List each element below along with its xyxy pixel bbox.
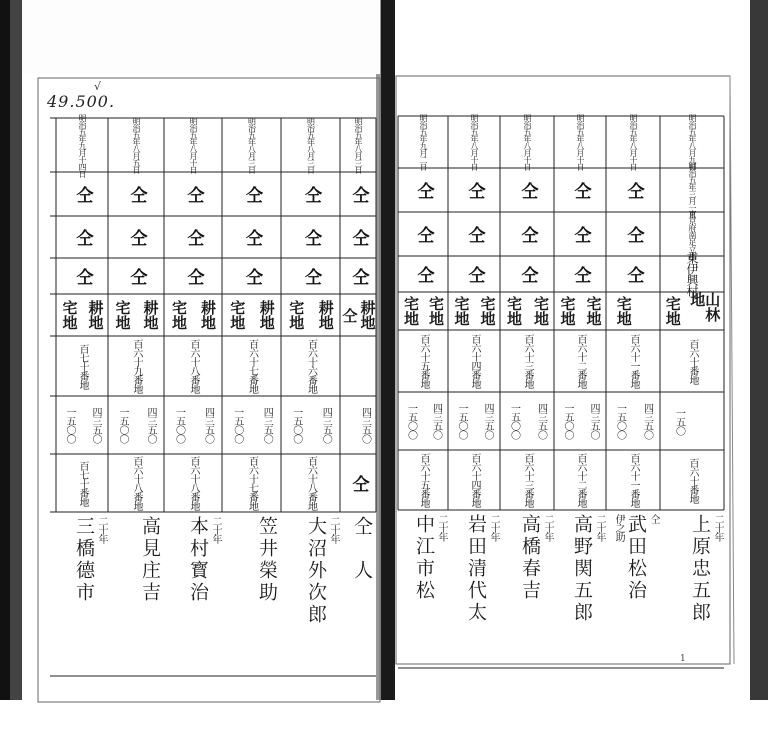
- land-category-pair: [164, 294, 222, 336]
- area-figure: 一五〇〇: [562, 403, 573, 439]
- area-figure: 一五〇〇: [614, 403, 626, 439]
- land-category: 耕地: [199, 300, 217, 330]
- lot-number: 百六十番地: [687, 338, 698, 384]
- ditto-cell: 仝: [517, 225, 538, 243]
- lot-number-2: 仝: [348, 474, 369, 492]
- ditto-cell: 仝: [348, 228, 369, 246]
- land-category: 宅地: [532, 296, 550, 326]
- lot-number-2: 百六十二番地: [575, 453, 586, 507]
- owner-age: 二十年: [96, 516, 107, 543]
- area-figure: 四三五〇: [535, 403, 547, 439]
- ditto-cell: 仝: [517, 181, 538, 199]
- land-category: 仝: [340, 307, 359, 323]
- lot-number-2: 百六十三番地: [522, 453, 533, 507]
- owner-entry: [502, 514, 552, 666]
- owner-entry: [556, 514, 604, 666]
- area-figure: 一五〇〇: [173, 407, 185, 443]
- land-category: 耕地: [358, 300, 377, 330]
- land-category: 耕地: [141, 300, 160, 330]
- owner-note: 伊之助: [613, 514, 625, 541]
- check-mark: √: [94, 80, 102, 93]
- area-figure: 四三五〇: [430, 403, 442, 439]
- land-category: 宅地: [402, 296, 420, 326]
- owner-entry: [166, 516, 220, 674]
- lot-number-2: 百六十八番地: [131, 456, 142, 510]
- owner-name: 武田松治: [625, 514, 647, 602]
- area-figure: 一五〇: [673, 407, 685, 435]
- land-category: 耕地: [86, 300, 105, 330]
- owner-age: 仝: [648, 514, 659, 523]
- ditto-cell: 仝: [72, 185, 93, 203]
- land-category-pair: [448, 292, 500, 330]
- ditto-cell: 仝: [301, 228, 321, 246]
- owner-age: 二十年: [436, 514, 447, 541]
- entry-date: 明治五年八月十日: [470, 114, 479, 170]
- owner-name: 中江市松: [413, 514, 435, 602]
- area-figures: [606, 392, 660, 450]
- land-category: 宅地: [228, 300, 247, 330]
- owner-name: 仝 人: [351, 516, 373, 582]
- owner-name: 三橋德市: [73, 516, 95, 604]
- ditto-cell: 仝: [126, 185, 147, 203]
- ditto-cell: 仝: [464, 181, 485, 199]
- owner-name: 高見庄吉: [139, 516, 161, 604]
- ditto-cell: 仝: [413, 181, 434, 199]
- lot-number-2: 百六十番地: [687, 457, 698, 503]
- archive-reference-number: 49.500.: [47, 92, 116, 111]
- land-category-pair: [340, 294, 376, 336]
- area-figure: 四三五〇: [588, 403, 599, 439]
- entry-date: 明治五年八月三日: [247, 117, 257, 173]
- lot-number: 百六十七番地: [246, 339, 258, 393]
- land-category: 宅地: [287, 300, 306, 330]
- area-figure: 四三五〇: [145, 407, 156, 443]
- ditto-cell: 仝: [570, 181, 591, 199]
- owner-name: 上原忠五郎: [689, 514, 711, 624]
- area-figures: [56, 396, 108, 454]
- lot-number: 百六十二番地: [575, 334, 586, 388]
- area-figures: [281, 396, 340, 454]
- area-figure: 一五〇〇: [117, 407, 128, 443]
- owner-name: 本村寳治: [187, 516, 209, 604]
- land-category: 宅地: [427, 296, 445, 326]
- land-category: 山林地: [688, 292, 722, 322]
- ditto-cell: 仝: [126, 267, 147, 285]
- lot-number-2: 百六十七番地: [246, 456, 258, 510]
- entry-date: 明治五年八月九日: [688, 114, 697, 170]
- owner-name: 岩田清代太: [465, 514, 487, 624]
- owner-entry: [450, 514, 498, 666]
- ditto-cell: 仝: [623, 265, 644, 283]
- entry-date: 明治五年八月十日: [629, 114, 638, 170]
- land-category-pair: [660, 292, 724, 330]
- lot-number: 百七十番地: [77, 343, 88, 389]
- area-figures: [448, 392, 500, 450]
- owner-entry: [283, 516, 338, 674]
- lot-number-2: 百七十番地: [77, 460, 88, 506]
- entry-date: 明治五年八月十日: [523, 114, 532, 170]
- land-category: 耕地: [316, 300, 335, 330]
- ditto-cell: 仝: [413, 265, 434, 283]
- ditto-cell: 仝: [72, 228, 93, 246]
- ditto-cell: 東伊興村: [685, 252, 699, 296]
- owner-age: 二十年: [594, 514, 605, 541]
- area-figures: [340, 396, 376, 454]
- owner-name: 笠井榮助: [256, 516, 278, 604]
- area-figure: 四三五〇: [261, 407, 273, 443]
- area-figure: 一五〇〇: [290, 407, 302, 443]
- land-category: 宅地: [505, 296, 523, 326]
- lot-number: 百六十九番地: [131, 339, 142, 393]
- ditto-cell: 仝: [570, 265, 591, 283]
- ditto-cell: 仝: [623, 181, 644, 199]
- owner-entry: [400, 514, 446, 666]
- lot-number: 百六十八番地: [188, 339, 199, 393]
- area-figure: 一五〇〇: [231, 407, 243, 443]
- lot-number: 百六十四番地: [469, 334, 480, 388]
- owner-age: 二十年: [328, 516, 339, 543]
- ditto-cell: 仝: [72, 267, 93, 285]
- area-figures: [500, 392, 554, 450]
- ditto-cell: 仝: [301, 267, 321, 285]
- ditto-cell: 仝: [242, 228, 262, 246]
- owner-entry: [342, 516, 374, 674]
- lot-number-2: 百六十五番地: [418, 453, 429, 507]
- land-category-pair: [281, 294, 340, 336]
- ditto-cell: 仝: [242, 185, 262, 203]
- owner-name: 高橋春吉: [519, 514, 541, 602]
- lot-number: [340, 336, 376, 396]
- land-category-pair: [222, 294, 281, 336]
- land-category: 宅地: [614, 296, 633, 326]
- lot-number-2: 百六十八番地: [188, 456, 199, 510]
- land-category-pair: [398, 292, 448, 330]
- entry-date: 明治五年九月二日: [419, 114, 428, 170]
- owner-entry: [58, 516, 106, 674]
- lot-number: 百六十六番地: [305, 339, 317, 393]
- owner-age: 二十年: [488, 514, 499, 541]
- area-figures: [554, 392, 606, 450]
- lot-number-2: 百六十四番地: [469, 453, 480, 507]
- area-figure: 一五〇〇: [64, 407, 75, 443]
- right-page-number: 1: [680, 654, 686, 664]
- land-category: 宅地: [558, 296, 577, 326]
- land-category: 宅地: [170, 300, 188, 330]
- area-figures: [164, 396, 222, 454]
- ditto-cell: 仝: [126, 228, 147, 246]
- land-category: 耕地: [257, 300, 276, 330]
- land-category: 宅地: [452, 296, 471, 326]
- owner-age: 二十年: [210, 516, 221, 543]
- ditto-cell: 仝: [183, 185, 204, 203]
- ditto-cell: 仝: [464, 225, 485, 243]
- ditto-cell: 仝: [413, 225, 434, 243]
- lot-number: 百六十三番地: [522, 334, 533, 388]
- ditto-cell: 仝: [301, 185, 321, 203]
- area-figure: 四三五〇: [320, 407, 332, 443]
- owner-entry: [608, 514, 658, 666]
- owner-entry: [662, 514, 722, 666]
- ditto-cell: 仝: [183, 267, 204, 285]
- land-category: 宅地: [478, 296, 497, 326]
- area-figures: [660, 392, 724, 450]
- ditto-cell: 仝: [242, 267, 262, 285]
- area-figure: 一五〇〇: [405, 403, 417, 439]
- area-figure: 一五〇〇: [508, 403, 520, 439]
- area-figure: 四三五〇: [482, 403, 493, 439]
- land-category-pair: [500, 292, 554, 330]
- land-category: 宅地: [60, 300, 79, 330]
- land-category-pair: [606, 292, 660, 330]
- land-category: 宅地: [113, 300, 132, 330]
- area-figure: 四三五〇: [641, 403, 653, 439]
- lot-number: 百六十一番地: [628, 334, 639, 388]
- area-figures: [108, 396, 164, 454]
- land-category-pair: [108, 294, 164, 336]
- land-category-pair: [554, 292, 606, 330]
- owner-age: 二十年: [542, 514, 553, 541]
- entry-date: 明治五年八月三日: [354, 117, 363, 173]
- area-figures: [398, 392, 448, 450]
- ditto-cell: 仝: [623, 225, 644, 243]
- lot-number: 百六十五番地: [418, 334, 429, 388]
- ditto-cell: 明治五年三月一日: [688, 162, 697, 218]
- entry-date: 明治五年八月十日: [189, 117, 198, 173]
- ditto-cell: 仝: [348, 267, 369, 285]
- owner-entry: [110, 516, 162, 674]
- lot-number-2: 百六十八番地: [305, 456, 317, 510]
- owner-age: 二十年: [712, 514, 723, 541]
- ditto-cell: 仝: [517, 265, 538, 283]
- land-category: 宅地: [663, 296, 682, 326]
- area-figure: 四三五〇: [202, 407, 214, 443]
- area-figures: [222, 396, 281, 454]
- entry-date: 明治五年八月十日: [576, 114, 585, 170]
- area-figure: 一五〇〇: [456, 403, 467, 439]
- ditto-cell: 仝: [183, 228, 204, 246]
- owner-name: 大沼外次郎: [305, 516, 327, 626]
- ditto-cell: 仝: [464, 265, 485, 283]
- ditto-cell: 仝: [348, 185, 369, 203]
- land-category-pair: [56, 294, 108, 336]
- ditto-cell: 仝: [570, 225, 591, 243]
- owner-name: 高野関五郎: [571, 514, 593, 624]
- lot-number-2: 百六十一番地: [628, 453, 639, 507]
- entry-date: 明治五年九月十四日: [78, 113, 87, 177]
- land-category: 宅地: [584, 296, 603, 326]
- entry-date: 明治五年八月三日: [306, 117, 316, 173]
- area-figure: 四三五〇: [90, 407, 101, 443]
- area-figure: 四三五〇: [359, 407, 371, 443]
- ditto-cell: 東京府南足立郡: [688, 209, 697, 259]
- entry-date: 明治五年八月五日: [132, 117, 141, 173]
- owner-entry: [224, 516, 279, 674]
